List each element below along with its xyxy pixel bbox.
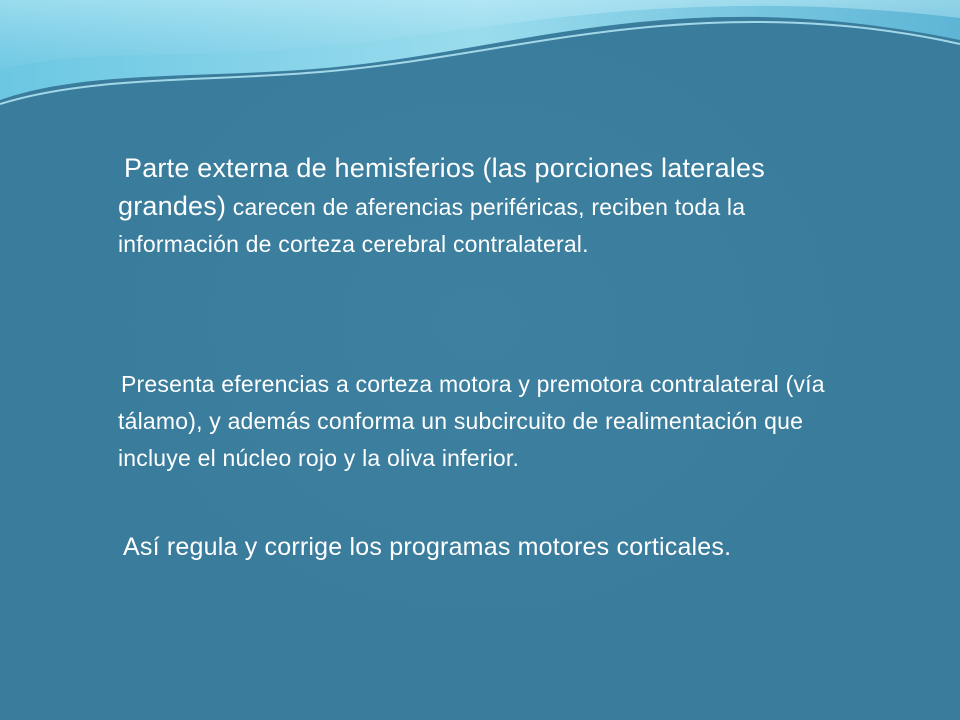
paragraph-body-text: carecen de aferencias periféricas, reciben toda la información de corteza cerebral contralateral. [118,194,746,257]
paragraph-regulacion-text: Así regula y corrige los programas motores corticales. [123,533,732,561]
paragraph-eferencias [118,366,858,477]
paragraph-lead-text: Parte externa de hemisferios (las porciones laterales grandes) [118,153,765,221]
paragraph-hemisferios [118,150,858,263]
paragraph-regulacion [118,529,858,566]
decorative-wave-header [0,0,960,110]
paragraph-eferencias-text: Presenta eferencias a corteza motora y premotora contralateral (vía tálamo), y además conforma un subcircuito de realimentación que incluye el núcleo rojo y la oliva inferior. [118,371,825,471]
